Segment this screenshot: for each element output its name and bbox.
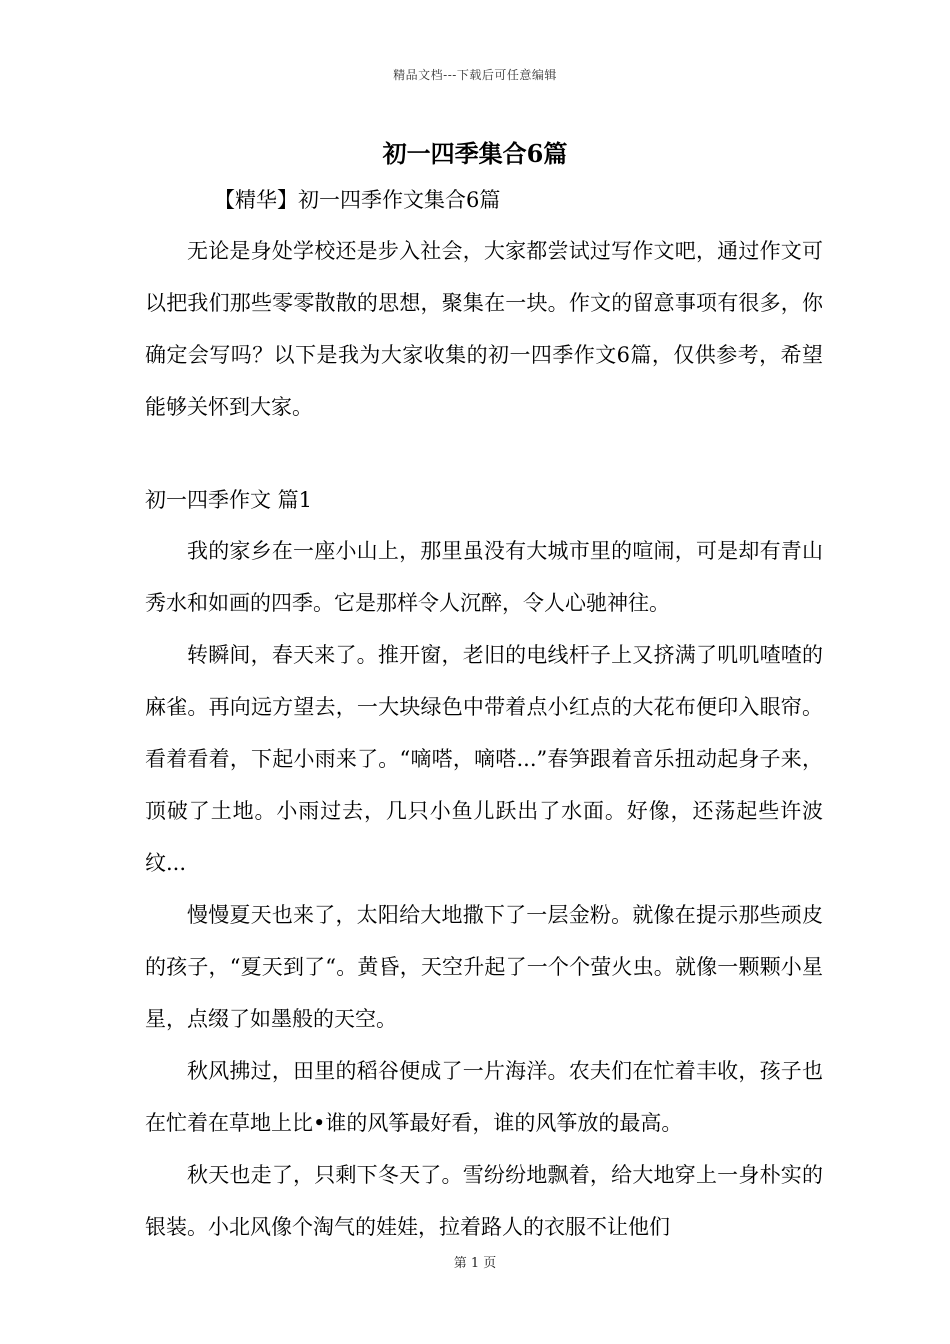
page-number: 第 1 页 <box>453 1256 497 1271</box>
document-subtitle: 【精华】初一四季作文集合6篇 <box>214 188 501 212</box>
essay-paragraph: 秋天也走了，只剩下冬天了。雪纷纷地飘着，给大地穿上一身朴实的银装。小北风像个淘气的娃娃，拉着路人的衣服不让他们 <box>145 1163 823 1239</box>
intro-block <box>145 225 823 433</box>
intro-paragraph: 无论是身处学校还是步入社会，大家都尝试过写作文吧，通过作文可以把我们那些零零散散的思想，聚集在一块。作文的留意事项有很多，你确定会写吗？以下是我为大家收集的初一四季作文6篇，仅供参考，希望能够关怀到大家。 <box>145 239 823 419</box>
essay-paragraph: 秋风拂过，田里的稻谷便成了一片海洋。农夫们在忙着丰收，孩子也在忙着在草地上比•谁的风筝最好看，谁的风筝放的最高。 <box>145 1059 823 1135</box>
header-note: 精品文档---下载后可任意编辑 <box>393 68 557 82</box>
page-title: 初一四季集合6篇 <box>382 139 568 168</box>
essay-body <box>145 525 823 1253</box>
essay-paragraph: 慢慢夏天也来了，太阳给大地撒下了一层金粉。就像在提示那些顽皮的孩子，“夏天到了“。黄昏，天空升起了一个个萤火虫。就像一颗颗小星星，点缀了如墨般的天空。 <box>145 903 823 1031</box>
essay-paragraph: 我的家乡在一座小山上，那里虽没有大城市里的喧闹，可是却有青山秀水和如画的四季。它是那样令人沉醉，令人心驰神往。 <box>145 539 823 615</box>
section-heading: 初一四季作文 篇1 <box>145 488 313 512</box>
essay-paragraph: 转瞬间，春天来了。推开窗，老旧的电线杆子上又挤满了叽叽喳喳的麻雀。再向远方望去，一大块绿色中带着点小红点的大花布便印入眼帘。看着看着，下起小雨来了。“嘀嗒，嘀嗒...”春笋跟着音乐扭动起身子来，顶破了土地。小雨过去，几只小鱼儿跃出了水面。好像，还荡起些许波纹... <box>145 643 823 875</box>
